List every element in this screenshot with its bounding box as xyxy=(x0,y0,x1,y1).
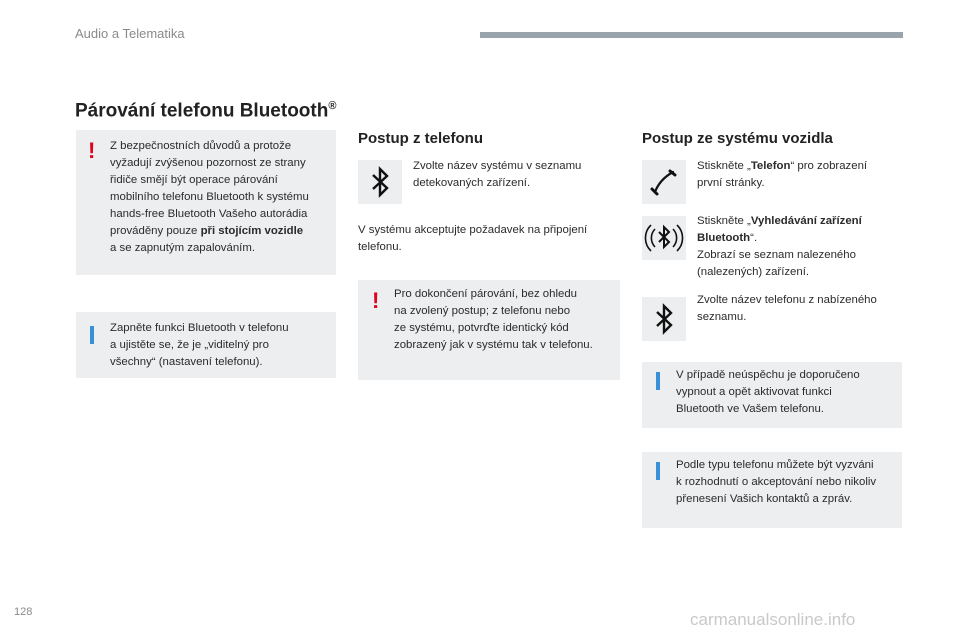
right-step2-text: Stiskněte „Vyhledávání zařízení Bluetooth“. Zobrazí se seznam nalezeného (nalezených) zařízení. xyxy=(697,215,862,278)
page-title xyxy=(75,100,336,122)
bluetooth-search-icon xyxy=(642,216,686,260)
right-info-note-2 xyxy=(642,452,902,528)
right-info-text-2: Podle typu telefonu můžete být vyzváni k rozhodnutí o akceptování nebo nikoliv přenesení Vašich kontaktů a zpráv. xyxy=(676,459,877,505)
middle-bluetooth-icon-box xyxy=(358,160,402,204)
left-warning-note xyxy=(76,130,336,275)
info-icon xyxy=(656,462,660,480)
middle-warning-text: Pro dokončení párování, bez ohledu na zvolený postup; z telefonu nebo ze systému, potvrďte identický kód zobrazený jak v systému tak v telefonu. xyxy=(394,288,593,351)
left-warning-text: Z bezpečnostních důvodů a protože vyžadují zvýšenou pozornost ze strany řidiče smějí být operace párování mobilního telefonu Bluetooth k systému hands-free Bluetooth Vašeho autorádia prováděny pouze při stojícím vozidle a se zapnutým zapalováním. xyxy=(110,140,309,254)
right-info-note-1 xyxy=(642,362,902,428)
info-icon xyxy=(90,326,94,344)
bluetooth-search-button-box xyxy=(642,216,686,260)
info-icon xyxy=(656,372,660,390)
warning-icon: ! xyxy=(88,138,96,163)
header-bar xyxy=(480,32,903,38)
middle-accept-text: V systému akceptujte požadavek na připojení telefonu. xyxy=(358,224,588,253)
right-bluetooth-icon-box xyxy=(642,297,686,341)
page-number: 128 xyxy=(14,606,33,618)
warning-icon: ! xyxy=(372,288,380,313)
right-step3-text: Zvolte název telefonu z nabízeného seznamu. xyxy=(697,294,877,323)
right-section-title: Postup ze systému vozidla xyxy=(642,130,833,147)
right-info-text-1: V případě neúspěchu je doporučeno vypnout a opět aktivovat funkci Bluetooth ve Vašem telefonu. xyxy=(676,369,860,415)
bluetooth-icon xyxy=(358,160,402,204)
registered-mark: ® xyxy=(328,100,337,112)
watermark: carmanualsonline.info xyxy=(690,610,856,629)
section-header-title: Audio a Telematika xyxy=(75,26,185,41)
middle-step1-text: Zvolte název systému v seznamu detekovaných zařízení. xyxy=(413,160,582,189)
left-info-text: Zapněte funkci Bluetooth v telefonu a ujistěte se, že je „viditelný pro všechny“ (nastavení telefonu). xyxy=(110,322,289,368)
phone-handset-icon xyxy=(642,160,686,204)
page-title-text: Párování telefonu Bluetooth xyxy=(75,100,329,122)
phone-button-box xyxy=(642,160,686,204)
middle-warning-note xyxy=(358,280,620,380)
right-step1-text: Stiskněte „Telefon“ pro zobrazení první stránky. xyxy=(697,160,868,189)
bluetooth-icon xyxy=(642,297,686,341)
middle-section-title: Postup z telefonu xyxy=(358,130,483,147)
left-info-note xyxy=(76,312,336,378)
